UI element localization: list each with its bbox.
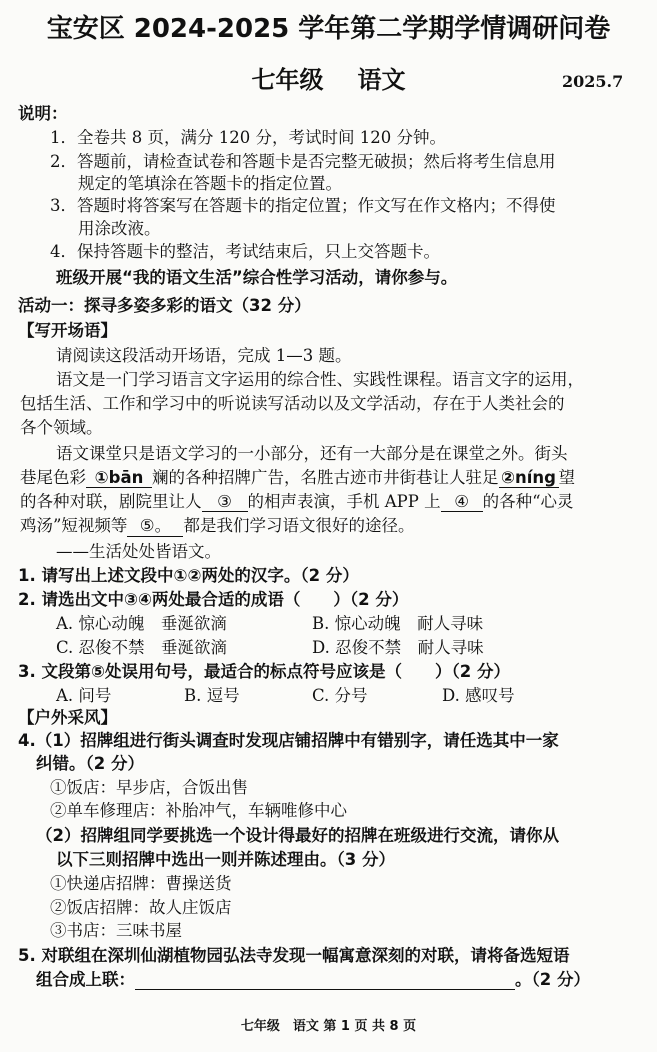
question-3: 3. 文段第⑤处误用句号，最适合的标点符号应该是（ ）（2 分） xyxy=(18,662,510,681)
question-4-1: 4.（1）招牌组进行街头调查时发现店铺招牌中有错别字，请任选其中一家 xyxy=(18,731,559,750)
passage-line: 各个领域。 xyxy=(20,418,103,437)
instruction-item: 1．全卷共 8 页，满分 120 分，考试时间 120 分钟。 xyxy=(50,128,446,147)
passage-line-blanks-c: 鸡汤”短视频等 ⑤。 都是我们学习语文很好的途径。 xyxy=(20,512,414,537)
passage-lead: 请阅读这段活动开场语，完成 1—3 题。 xyxy=(56,346,352,365)
q3-option-d: D. 感叹号 xyxy=(442,686,515,705)
passage-line: 语文是一门学习语言文字运用的综合性、实践性课程。语言文字的运用， xyxy=(56,370,584,389)
q3-option-c: C. 分号 xyxy=(312,686,368,705)
subject-label: 语文 xyxy=(357,66,406,94)
question-4-2-cont: 以下三则招牌中选出一则并陈述理由。（3 分） xyxy=(56,850,395,869)
page-footer: 七年级 语文 第 1 页 共 8 页 xyxy=(240,1019,417,1034)
section-heading: 【户外采风】 xyxy=(18,708,117,727)
blank-3: ③ xyxy=(202,492,248,512)
passage-line: 语文课堂只是语文学习的一小部分，还有一大部分是在课堂之外。街头 xyxy=(56,444,568,463)
blank-1: ①bān xyxy=(86,468,152,488)
grade-label: 七年级 xyxy=(251,66,324,94)
blank-4: ④ xyxy=(441,492,483,512)
passage-motto: ——生活处处皆语文。 xyxy=(56,542,221,561)
q3-option-b: B. 逗号 xyxy=(184,686,240,705)
q2-option-b: B. 惊心动魄 耐人寻味 xyxy=(312,614,484,633)
passage-line-blanks-b: 的各种对联，剧院里让人 ③ 的相声表演，手机 APP 上 ④ 的各种“心灵 xyxy=(20,492,574,511)
instruction-item: 4．保持答题卡的整洁，考试结束后，只上交答题卡。 xyxy=(50,242,440,261)
instruction-item: 2．答题前，请检查试卷和答题卡是否完整无破损；然后将考生信息用 xyxy=(50,152,556,171)
q2-option-a: A. 惊心动魄 垂涎欲滴 xyxy=(56,614,227,633)
q2-option-c: C. 忍俊不禁 垂涎欲滴 xyxy=(56,638,228,657)
q4-1-item: ①饭店：早步店，合饭出售 xyxy=(50,778,248,797)
exam-title: 宝安区 2024-2025 学年第二学期学情调研问卷 xyxy=(46,14,611,44)
answer-line xyxy=(135,973,515,990)
exam-subtitle xyxy=(0,60,657,95)
question-1: 1. 请写出上述文段中①②两处的汉字。（2 分） xyxy=(18,566,359,585)
q4-2-item: ③书店：三味书屋 xyxy=(50,921,182,940)
instructions-label: 说明： xyxy=(18,104,68,123)
passage-line-blanks-a: 巷尾色彩 ①bān 斓的各种招牌广告，名胜古迹市井街巷让人驻足 ②níng 望 xyxy=(20,468,575,487)
passage-line: 包括生活、工作和学习中的听说读写活动以及文学活动，存在于人类社会的 xyxy=(20,394,565,413)
instruction-item: 3．答题时将答案写在答题卡的指定位置；作文写在作文格内；不得使 xyxy=(50,196,556,215)
question-5: 5. 对联组在深圳仙湖植物园弘法寺发现一幅寓意深刻的对联，请将备选短语 xyxy=(18,946,570,965)
blank-5: ⑤。 xyxy=(127,512,183,537)
activity-intro: 班级开展“我的语文生活”综合性学习活动，请你参与。 xyxy=(56,268,458,287)
section-heading: 【写开场语】 xyxy=(18,321,117,340)
q4-2-item: ②饭店招牌：故人庄饭店 xyxy=(50,898,232,917)
q3-option-a: A. 问号 xyxy=(56,686,112,705)
question-2: 2. 请选出文中③④两处最合适的成语（ ）（2 分） xyxy=(18,590,409,609)
question-4-2: （2）招牌组同学要挑选一个设计得最好的招牌在班级进行交流，请你从 xyxy=(36,826,559,845)
instruction-item: 规定的笔填涂在答题卡的指定位置。 xyxy=(78,174,342,193)
instruction-item: 用涂改液。 xyxy=(78,219,161,238)
question-5-cont: 组合成上联： 。（2 分） xyxy=(36,970,590,989)
q4-1-item: ②单车修理店：补胎冲气，车辆唯修中心 xyxy=(50,801,347,820)
activity1-heading: 活动一：探寻多姿多彩的语文（32 分） xyxy=(18,296,311,315)
q2-option-d: D. 忍俊不禁 耐人寻味 xyxy=(312,638,484,657)
q4-2-item: ①快递店招牌：曹操送货 xyxy=(50,874,232,893)
blank-2: ②níng xyxy=(499,468,559,488)
exam-date: 2025.7 xyxy=(562,72,624,91)
question-4-1-cont: 纠错。（2 分） xyxy=(36,754,144,773)
